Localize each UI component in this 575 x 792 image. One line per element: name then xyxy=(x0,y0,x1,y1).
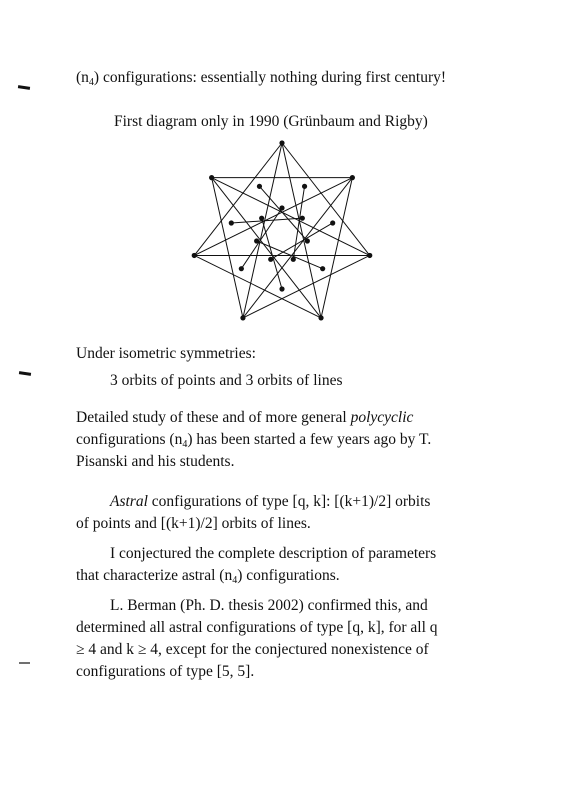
configuration-point xyxy=(268,257,273,262)
configuration-line xyxy=(212,178,370,256)
berman-line-2: determined all astral configurations of type [q, k], for all q xyxy=(76,619,438,636)
configuration-point xyxy=(279,205,284,210)
berman-line-3: ≥ 4 and k ≥ 4, except for the conjectured nonexistence of xyxy=(76,641,429,658)
configuration-line xyxy=(194,255,321,317)
configuration-point xyxy=(259,216,264,221)
configuration-point xyxy=(279,286,284,291)
margin-mark xyxy=(19,662,30,664)
configuration-line xyxy=(243,255,370,317)
berman-line-1: L. Berman (Ph. D. thesis 2002) confirmed this, and xyxy=(110,597,428,614)
configuration-point xyxy=(350,175,355,180)
configuration-point xyxy=(367,253,372,258)
configuration-line xyxy=(271,223,333,259)
configuration-line xyxy=(231,218,302,223)
configuration-point xyxy=(279,140,284,145)
configuration-line xyxy=(257,241,323,269)
configuration-point xyxy=(240,315,245,320)
configuration-line xyxy=(194,143,282,255)
configuration-line xyxy=(212,178,321,318)
polycyclic-line-1: Detailed study of these and of more general polycyclic xyxy=(76,409,414,426)
configuration-point xyxy=(257,184,262,189)
astral-line-1: Astral configurations of type [q, k]: [(k+1)/2] orbits xyxy=(110,493,431,510)
configuration-point xyxy=(330,220,335,225)
configuration-point xyxy=(300,216,305,221)
configuration-point xyxy=(209,175,214,180)
berman-line-4: configurations of type [5, 5]. xyxy=(76,663,255,680)
configuration-line xyxy=(243,143,282,318)
configuration-line xyxy=(282,143,321,318)
configuration-point xyxy=(254,238,259,243)
configuration-point xyxy=(305,238,310,243)
configuration-point xyxy=(291,257,296,262)
configuration-line xyxy=(262,218,282,289)
configuration-point xyxy=(239,266,244,271)
polycyclic-line-2: configurations $(n_4)$ has been started a few years ago by T. xyxy=(76,431,432,450)
configuration-diagram xyxy=(187,135,377,335)
page-heading: $(n_4)$ configurations: essentially nothing during first century! xyxy=(76,69,447,88)
conjecture-line-2: that characterize astral $(n_4)$ configurations. xyxy=(76,567,340,586)
astral-line-2: of points and [(k+1)/2] orbits of lines. xyxy=(76,515,311,532)
configuration-point xyxy=(320,266,325,271)
symmetry-orbits: 3 orbits of points and 3 orbits of lines xyxy=(110,372,343,389)
margin-mark xyxy=(18,85,30,90)
configuration-line xyxy=(243,178,352,318)
symmetry-heading: Under isometric symmetries: xyxy=(76,345,256,362)
margin-mark xyxy=(19,371,31,376)
diagram-caption: First diagram only in 1990 (Grünbaum and Rigby) xyxy=(114,113,428,130)
configuration-point xyxy=(318,315,323,320)
configuration-point xyxy=(302,184,307,189)
polycyclic-line-3: Pisanski and his students. xyxy=(76,453,235,470)
configuration-point xyxy=(229,220,234,225)
conjecture-line-1: I conjectured the complete description of parameters xyxy=(110,545,437,562)
configuration-line xyxy=(194,178,352,256)
configuration-line xyxy=(282,143,370,255)
configuration-point xyxy=(192,253,197,258)
